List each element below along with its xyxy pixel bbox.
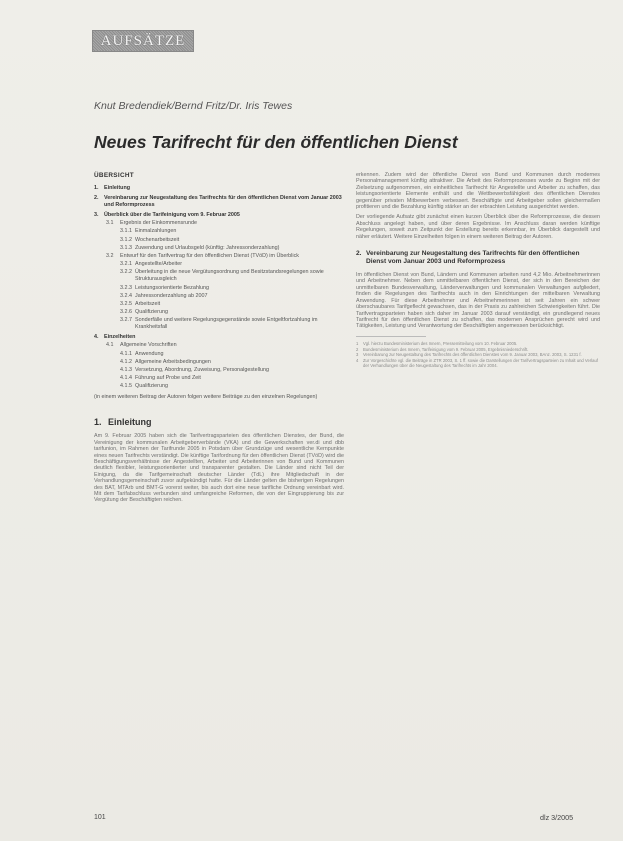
toc-entry-text: Einmalzahlungen [135,228,177,235]
toc-entry-text: Angestellte/Arbeiter [135,261,183,268]
toc-entry-text: Wochenarbeitszeit [135,236,180,243]
toc-entry-number: 3. [94,212,99,218]
toc-entry-number: 3.1.3 [120,244,132,251]
toc-entry-number: 4.1.4 [120,375,132,382]
toc-entry-number: 3.2 [106,252,114,259]
toc-entry-number: 1. [94,185,99,191]
toc-entry [94,237,344,244]
toc-entry-text: Führung auf Probe und Zeit [135,375,201,382]
section-1-heading [94,417,344,427]
toc-entry-number: 3.2.5 [120,300,132,307]
toc-entry [94,293,344,300]
toc-entry-number: 3.2.4 [120,292,132,299]
left-column [94,172,344,508]
toc-entry-number: 3.2.2 [120,269,132,276]
toc-entry-text: Entwurf für den Tarifvertrag für den öffentlichen Dienst (TVöD) im Überblick [120,252,299,259]
toc-heading: ÜBERSICHT [94,172,134,179]
footnote [356,347,600,352]
toc-entry [94,334,344,341]
footnote-number: 1 [356,340,359,346]
toc-entry-text: Einzelheiten [104,334,136,341]
toc-entry-text: Überleitung in die neue Vergütungsordnung und Besitzstandsregelungen sowie Strukturausgleich [135,269,324,283]
toc-entry-text: Sonderfälle und weitere Regelungsgegenstände sowie Entgeltfortzahlung im Krankheitsfall [135,317,318,331]
section-1-title: Einleitung [108,417,152,428]
toc-entry [94,195,344,209]
toc-entry-text: Qualifizierung [135,383,168,390]
toc-entry [94,317,344,331]
toc-entry-number: 4.1 [106,342,114,349]
toc-entry-number: 3.2.6 [120,309,132,316]
toc-entry-number: 4.1.5 [120,383,132,390]
section-2-heading [356,250,600,266]
toc-entry-number: 3.1.2 [120,236,132,243]
toc-entry [94,375,344,382]
table-of-contents [94,185,344,401]
toc-entry [94,359,344,366]
footnote-number: 2 [356,346,359,352]
toc-entry [94,367,344,374]
toc-entry-text: Leistungsorientierte Bezahlung [135,284,210,291]
toc-entry [94,261,344,268]
toc-entry-text: Überblick über die Tarifeinigung vom 9. Februar 2005 [104,212,240,218]
section-2-title: Vereinbarung zur Neugestaltung des Tarifrechts für den öffentlichen Dienst vom Januar 2003 und Reformprozess [366,250,580,266]
footnote [356,341,600,346]
toc-entry [94,212,344,219]
toc-entry-text: Arbeitszeit [135,300,161,307]
footnote-text: Bundesministerium des Innern, Tarifeinigung vom 9. Februar 2005, Ergebnisniederschrift. [363,346,529,352]
toc-entry-text: Allgemeine Vorschriften [120,342,177,349]
toc-entry [94,269,344,283]
section-2-paragraph: Im öffentlichen Dienst von Bund, Ländern und Kommunen arbeiten rund 4,2 Mio. Arbeitnehmerinnen und Arbeitnehmer. Neben dem unmittelbaren öffentlichen Dienst, der sich in den Bereichen der unmittelbaren Bundesverwaltung, Länderverwaltungen und kommunalen Verwaltungen aufgliedert, finden die Regelungen des Tarifrechts auch in den Einrichtungen der mittelbaren Verwaltung Anwendung. Für diese Arbeitnehmer und Arbeitnehmerinnen ist seit Jahren ein schwer überschaubares Tarifgeflecht gewachsen, das in der Praxis zu zahlreichen Schwierigkeiten führt. Die Tarifvertragsparteien haben sich daher im Januar 2003 darauf verständigt, ein grundlegend neues Tarifrecht für den öffentlichen Dienst zu schaffen, das modernen Ansprüchen gerecht wird und Tätigkeiten, Leistung und Verantwortung der Beschäftigten angemessen berücksichtigt. [356,272,600,330]
toc-entry [94,342,344,349]
toc-entry [94,253,344,260]
toc-entry-text: Ergebnis der Einkommensrunde [120,220,198,227]
toc-entry-number: 2. [94,195,99,201]
toc-entry [94,228,344,235]
intro-paragraph: erkennen. Zudem wird der öffentliche Dienst von Bund und Kommunen durch modernes Personalmanagement künftig attraktiver. Die Arbeit des Reformprozesses wurde zu Beginn mit der Zielsetzung aufgenommen, ein einheitliches Tarifrecht für Angestellte und Arbeiter zu schaffen, das leistungsorientierte Elemente enthält und die Wettbewerbsfähigkeit des öffentlichen Dienstes gegenüber privaten Mitbewerbern verbessert. Beschäftigte und Arbeitgeber sollen gleichermaßen profitieren und die Bezahlung künftig stärker an der erbrachten Leistung ausgerichtet werden. [356,172,600,211]
footnote-number: 3 [356,352,359,358]
toc-entry [94,351,344,358]
journal-issue: dlz 3/2005 [540,813,574,822]
section-tag-badge [92,30,194,52]
footnote-text: Zur Vorgeschichte vgl. die Beiträge in ZTR 2003, S. 1 ff. sowie die Darstellungen der Tarifvertragsparteien zu Inhalt und Verlauf der Verhandlungen über die Neugestaltung des Tarifrechts im Jahr 2004. [363,358,598,369]
toc-entry [94,383,344,390]
article-title: Neues Tarifrecht für den öffentlichen Dienst [94,132,458,152]
right-column [356,172,600,369]
toc-entry-text: Jahressonderzahlung ab 2007 [135,292,208,299]
toc-entry-text: Einleitung [104,185,131,191]
footnotes [356,341,600,369]
toc-entry-number: 3.2.3 [120,284,132,291]
toc-entry-number: 4.1.3 [120,367,132,373]
toc-note: (in einem weiteren Beitrag der Autoren folgen weitere Beiträge zu den einzelnen Regelungen) [94,394,318,401]
toc-entry-text: Allgemeine Arbeitsbedingungen [135,358,211,365]
toc-entry-text: Anwendung [135,350,164,357]
toc-entry [94,185,344,192]
section-2-number: 2. [356,250,362,258]
article-authors: Knut Bredendiek/Bernd Fritz/Dr. Iris Tewes [94,100,293,112]
toc-entry-number: 3.2.1 [120,261,132,268]
overview-paragraph: Der vorliegende Aufsatz gibt zunächst einen kurzen Überblick über die Reformprozesse, die dessen Abschluss angelegt haben, und über deren Ergebnisse. Im Anschluss daran werden künftige Regelungen, soweit zum Zeitpunkt der Erstellung bereits erkennbar, im Überblick dargestellt und näher erläutert. Weitere Einzelheiten folgen in einem weiteren Beitrag der Autoren. [356,214,600,240]
toc-entry [94,220,344,227]
toc-entry-number: 3.1.1 [120,228,132,235]
section-1-paragraph: Am 9. Februar 2005 haben sich die Tarifvertragsparteien des öffentlichen Dienstes, der Bund, die Vereinigung der kommunalen Arbeitgeberverbände (VKA) und die Gewerkschaften ver.di und dbb tarifunion, im Rahmen der Tarifrunde 2005 in Potsdam über Grundzüge und wesentliche Kernpunkte eines neuen Tarifrechts verständigt. Die künftige Tarifordnung für den öffentlichen Dienst (TVöD) wird die Beschäftigungsverhältnisse der Angestellten, Arbeiter und Arbeiterinnen von Bund und Kommunen deutlich flexibler, leistungsorientierter und transparenter gestalten. Die Länder sind nicht Teil der Einigung, da die Tarifgemeinschaft deutscher Länder (TdL) ihre Mitgliedschaft in der Verhandlungsgemeinschaft zuvor aufgekündigt hatte. Für die Länder gelten die bisherigen Regelungen des BAT, MTArb und BMT-G vorerst weiter, bis auch dort eine neue tarifliche Ordnung vereinbart wird. Mit dem Tarifabschluss verbunden sind umfangreiche Reformen, die von der Eingruppierung bis zur Vergütung der Beschäftigten reichen. [94,433,344,504]
footnote-text: Vereinbarung zur Neugestaltung des Tarifrechts des öffentlichen Dienstes vom 9. Januar 2003, BAnz. 2003, S. 1231 f. [363,352,582,358]
section-1-number: 1. [94,417,102,428]
toc-entry [94,309,344,316]
page-number: 101 [94,814,106,821]
toc-entry-text: Qualifizierung [135,309,168,316]
footnote [356,358,600,368]
footnote [356,352,600,357]
toc-entry-text: Zuwendung und Urlaubsgeld (künftig: Jahressonderzahlung) [135,244,280,251]
toc-entry-number: 3.1 [106,220,114,227]
footnote-divider [356,336,426,337]
toc-entry-number: 4.1.1 [120,350,132,357]
toc-entry-number: 4. [94,334,99,341]
toc-entry-number: 3.2.7 [120,317,132,324]
toc-entry [94,245,344,252]
footnote-number: 4 [356,358,359,364]
toc-entry [94,301,344,308]
footnote-text: Vgl. hierzu Bundesministerium des Innern, Pressemitteilung vom 10. Februar 2005. [363,340,518,346]
toc-entry-text: Vereinbarung zur Neugestaltung des Tarifrechts für den öffentlichen Dienst vom Januar 2003 und Reformprozess [104,195,342,208]
toc-entry-number: 4.1.2 [120,358,132,365]
section-tag-label: AUFSÄTZE [100,33,186,49]
toc-entry [94,285,344,292]
toc-entry-text: Versetzung, Abordnung, Zuweisung, Personalgestellung [135,367,269,373]
